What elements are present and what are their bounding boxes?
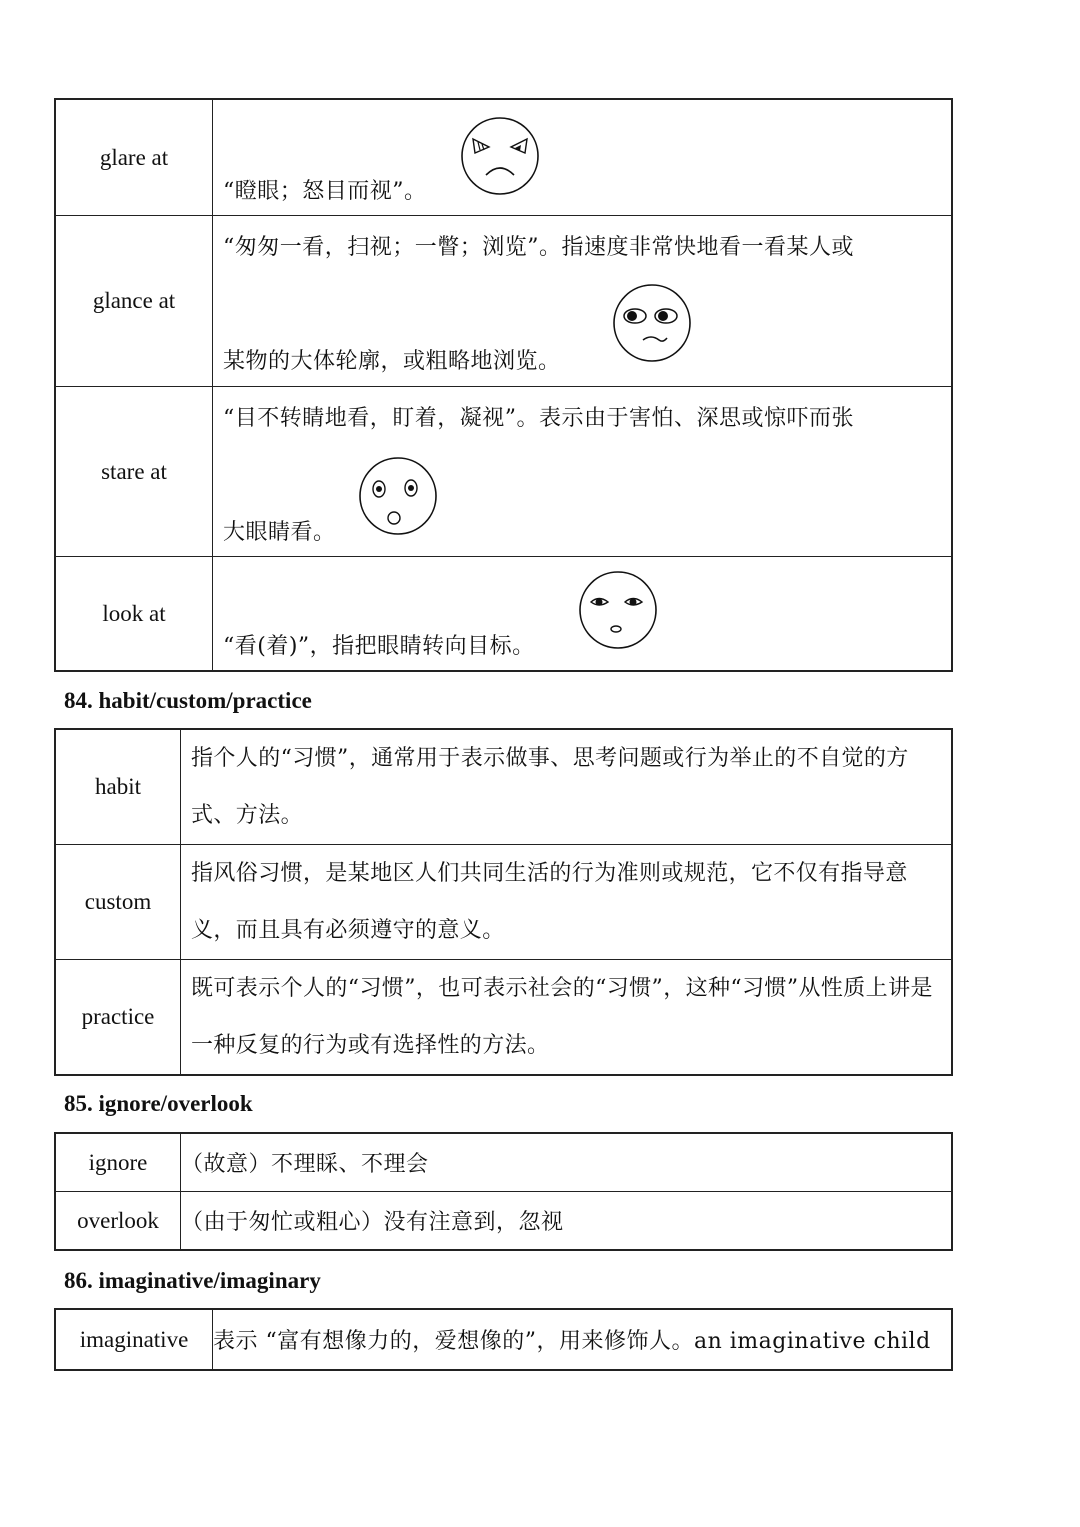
table-row	[56, 557, 952, 671]
term-cell: habit	[56, 730, 181, 845]
section-heading-84: 84. habit/custom/practice	[64, 688, 312, 713]
definition-cell: 表示 “富有想像力的，爱想像的”，用来修饰人。an imaginative child	[213, 1310, 952, 1370]
term-cell: look at	[56, 557, 213, 671]
definition-cell	[213, 100, 952, 216]
definition-text: “看(着)”，指把眼睛转向目标。	[223, 634, 535, 659]
definition-cell	[213, 557, 952, 671]
look-verbs-table	[55, 99, 952, 671]
definition-text: “瞪眼；怒目而视”。	[223, 179, 427, 204]
term-cell: glare at	[56, 100, 213, 216]
definition-cell	[181, 730, 952, 845]
section-heading-86: 86. imaginative/imaginary	[64, 1268, 321, 1293]
table-row	[56, 1310, 952, 1370]
table-row	[56, 216, 952, 387]
definition-text: 指风俗习惯，是某地区人们共同生活的行为准则或规范，它不仅有指导意义，而且具有必须遵守的意义。	[191, 861, 908, 943]
sideways-glance-face-icon	[611, 282, 693, 364]
definition-cell	[213, 216, 952, 387]
table-row	[56, 1192, 952, 1250]
definition-text-line1: “目不转睛地看，盯着，凝视”。表示由于害怕、深思或惊吓而张	[223, 406, 854, 431]
table-row	[56, 387, 952, 557]
table-row	[56, 100, 952, 216]
habit-custom-practice-table	[55, 729, 952, 1075]
neutral-look-face-icon	[577, 569, 659, 651]
definition-cell: （故意）不理睬、不理会	[181, 1134, 952, 1192]
table-row	[56, 845, 952, 960]
imaginative-imaginary-table	[55, 1309, 952, 1370]
definition-cell: （由于匆忙或粗心）没有注意到，忽视	[181, 1192, 952, 1250]
term-cell: imaginative	[56, 1310, 213, 1370]
term-cell: ignore	[56, 1134, 181, 1192]
definition-cell	[213, 387, 952, 557]
term-cell: stare at	[56, 387, 213, 557]
definition-cell	[181, 845, 952, 960]
table-row	[56, 960, 952, 1075]
definition-text-line1: “匆匆一看，扫视；一瞥；浏览”。指速度非常快地看一看某人或	[223, 235, 854, 260]
definition-cell	[181, 960, 952, 1075]
definition-text-line2: 大眼睛看。	[223, 520, 336, 545]
definition-text: 既可表示个人的“习惯”，也可表示社会的“习惯”，这种“习惯”从性质上讲是一种反复的行为或有选择性的方法。	[191, 976, 933, 1058]
table-row	[56, 730, 952, 845]
term-cell: overlook	[56, 1192, 181, 1250]
ignore-overlook-table	[55, 1133, 952, 1250]
definition-text: 指个人的“习惯”，通常用于表示做事、思考问题或行为举止的不自觉的方式、方法。	[191, 746, 909, 828]
surprised-stare-face-icon	[357, 455, 439, 537]
term-cell: custom	[56, 845, 181, 960]
term-cell: glance at	[56, 216, 213, 387]
angry-face-icon	[459, 115, 541, 197]
section-heading-85: 85. ignore/overlook	[64, 1091, 253, 1116]
term-cell: practice	[56, 960, 181, 1075]
table-row	[56, 1134, 952, 1192]
definition-text-line2: 某物的大体轮廓，或粗略地浏览。	[223, 349, 561, 374]
